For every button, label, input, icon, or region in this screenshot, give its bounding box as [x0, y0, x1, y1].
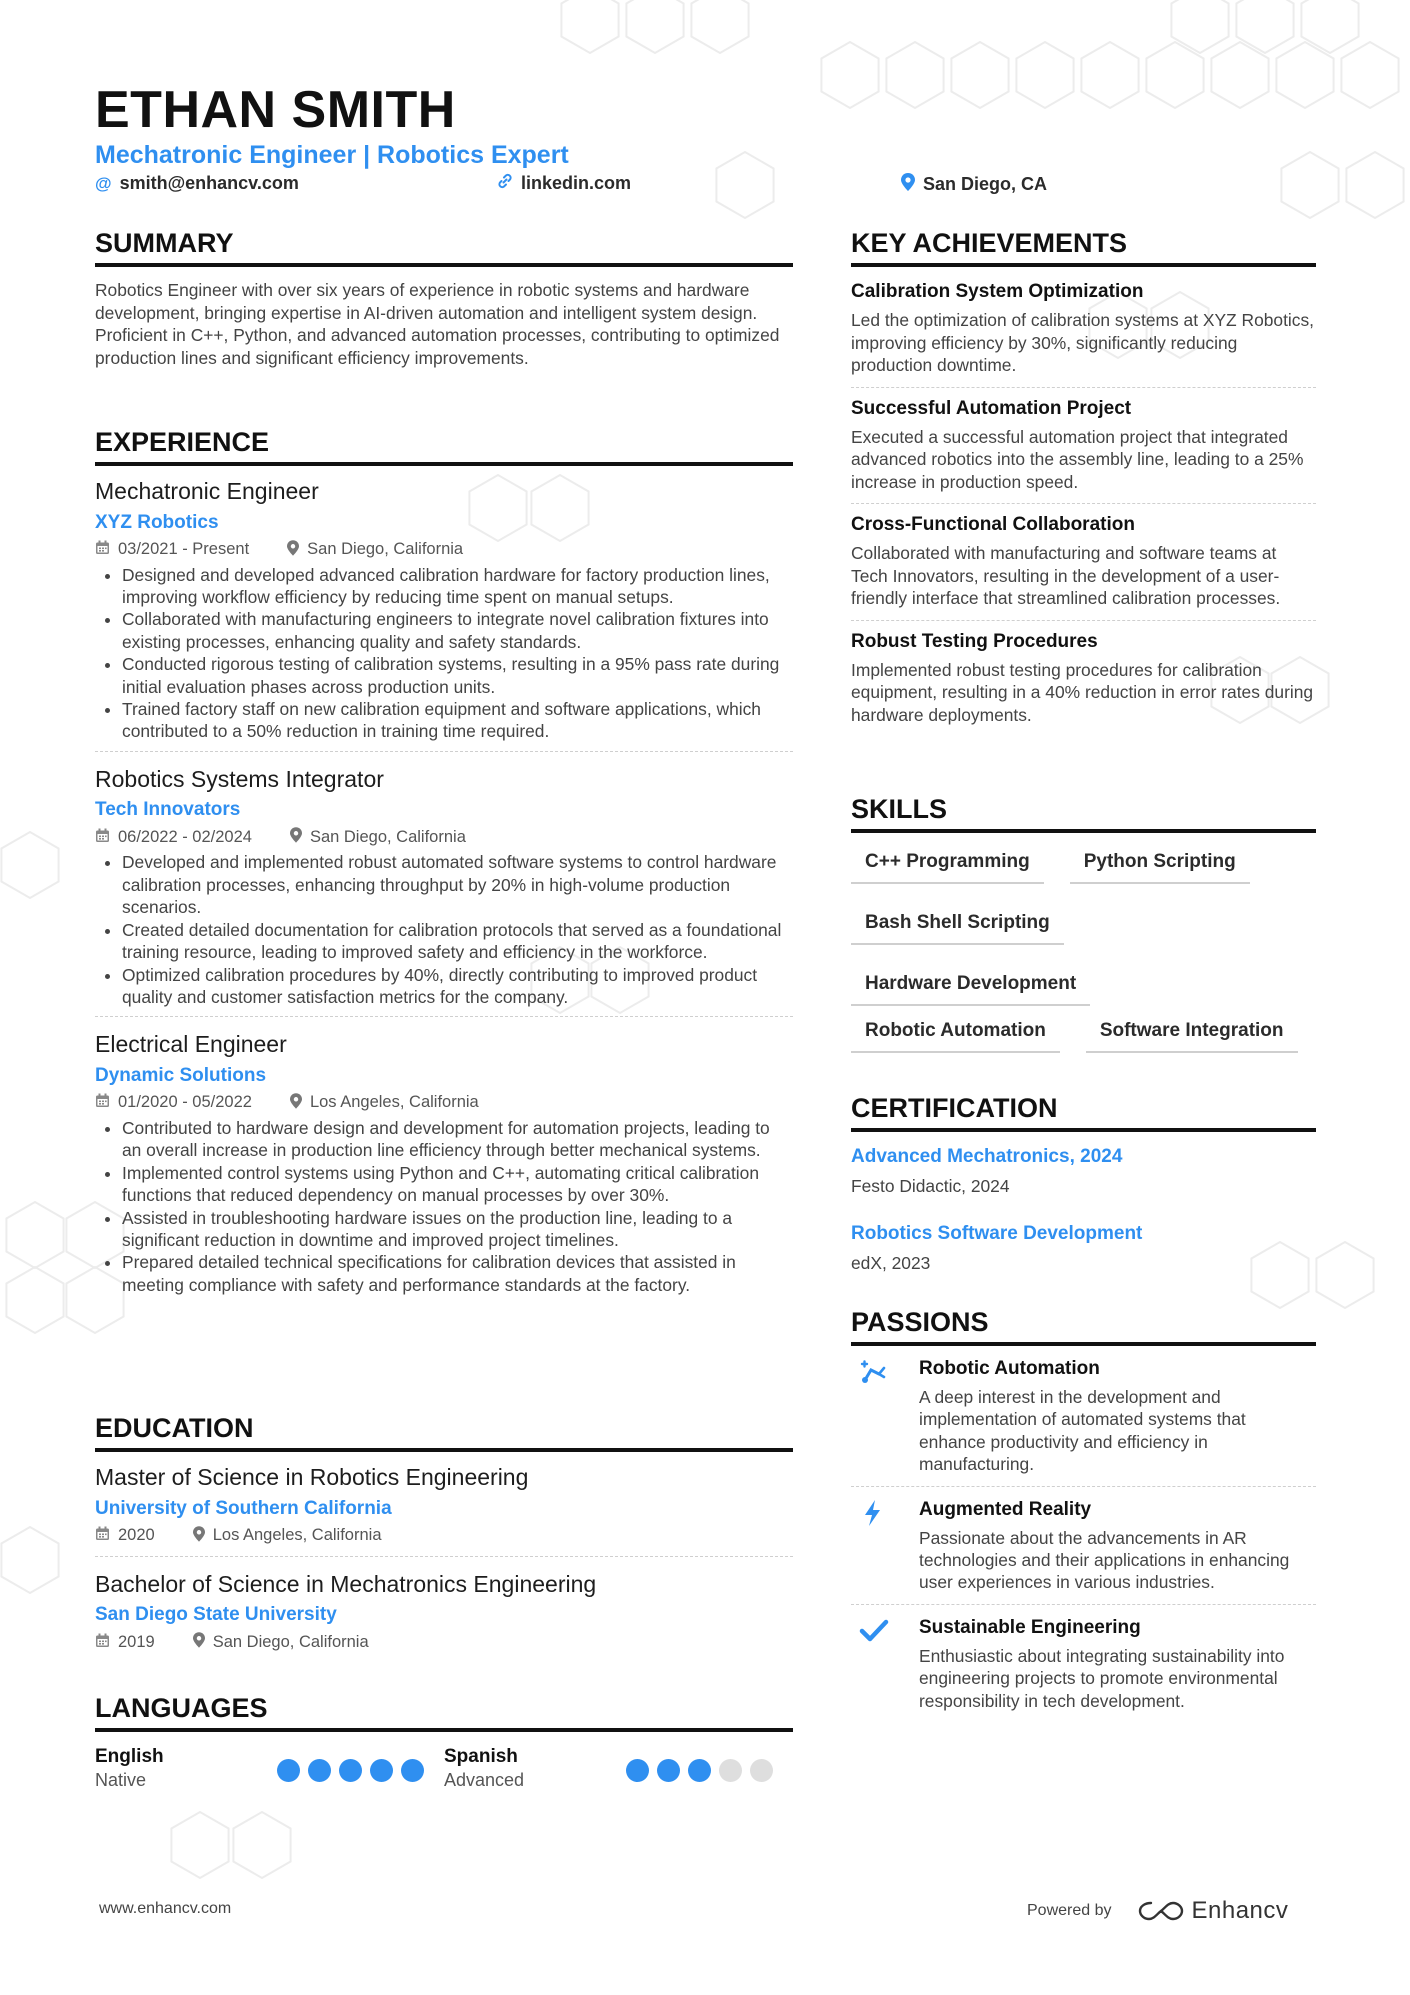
- proficiency-dot: [657, 1759, 680, 1782]
- passion-description: A deep interest in the development and implementation of automated systems that enhance productivity and efficiency in manufacturing.: [919, 1387, 1246, 1475]
- job-title: Electrical Engineer: [95, 1031, 287, 1058]
- brand-name: Enhancv: [1191, 1897, 1289, 1924]
- proficiency-dot: [719, 1759, 742, 1782]
- bullet-list: [95, 1117, 793, 1296]
- entry-meta: [95, 1526, 793, 1546]
- location-pin-icon: [193, 1632, 205, 1652]
- footer-website[interactable]: www.enhancv.com: [99, 1900, 232, 1917]
- achievement-description: Executed a successful automation project that integrated advanced robotics into the assembly line, leading to a 25% increase in production speed.: [851, 426, 1304, 492]
- achievement-entry: [851, 267, 1316, 388]
- experience-entry: [95, 1031, 793, 1304]
- degree-title: Master of Science in Robotics Engineering: [95, 1464, 529, 1491]
- entry-location: San Diego, California: [212, 1632, 369, 1651]
- calendar-icon: [95, 828, 110, 847]
- location-pin-icon: [290, 1093, 302, 1113]
- company-name[interactable]: Dynamic Solutions: [95, 1064, 267, 1086]
- achievement-title: Cross-Functional Collaboration: [851, 514, 1135, 536]
- section-title-passions: PASSIONS: [851, 1307, 1316, 1346]
- job-title: Mechatronic Engineer: [95, 478, 319, 505]
- bullet-item: • Assisted in troubleshooting hardware issues on the production line, leading to a significant reduction in downtime and improved project timelines.: [122, 1207, 793, 1252]
- bullet-item: • Conducted rigorous testing of calibration systems, resulting in a 95% pass rate during initial evaluation phases across production units.: [122, 653, 793, 698]
- skill-tag: Hardware Development: [851, 973, 1090, 1006]
- entry-dates: 06/2022 - 02/2024: [118, 827, 252, 846]
- experience-entry: [95, 766, 793, 1017]
- experience-list: [95, 478, 793, 1304]
- contact-location: [901, 173, 1047, 196]
- entry-location: Los Angeles, California: [309, 1093, 479, 1112]
- achievement-entry: [851, 504, 1316, 621]
- email-text: smith@enhancv.com: [119, 173, 299, 193]
- calendar-icon: [95, 1633, 110, 1652]
- proficiency-dot: [401, 1759, 424, 1782]
- section-title-summary: SUMMARY: [95, 228, 793, 267]
- certification-entry: [851, 1146, 1316, 1197]
- entry-dates: 03/2021 - Present: [118, 540, 250, 559]
- entry-dates: 2019: [118, 1632, 155, 1651]
- language-text: [95, 1746, 277, 1791]
- certification-issuer: edX, 2023: [851, 1253, 931, 1274]
- language-entry: [95, 1746, 444, 1791]
- calendar-icon: [95, 1093, 110, 1112]
- location-pin-icon: [901, 173, 915, 196]
- entry-location: Los Angeles, California: [212, 1526, 382, 1545]
- entry-dates: 2020: [118, 1526, 155, 1545]
- achievement-entry: [851, 621, 1316, 737]
- proficiency-dot: [370, 1759, 393, 1782]
- location-pin-icon: [290, 827, 302, 847]
- proficiency-dot: [750, 1759, 773, 1782]
- languages-section: [95, 1693, 793, 1791]
- achievement-description: Led the optimization of calibration systems at XYZ Robotics, improving efficiency by 30%, significantly reducing production downtime.: [851, 310, 1315, 376]
- proficiency-dots: [277, 1759, 424, 1791]
- contact-email[interactable]: [95, 173, 299, 194]
- passion-title: Augmented Reality: [919, 1498, 1092, 1520]
- link-icon: [497, 173, 513, 194]
- languages-list: [95, 1746, 793, 1791]
- achievements-section: [851, 228, 1316, 736]
- bullet-item: • Designed and developed advanced calibration hardware for factory production lines, improving workflow efficiency by reducing time spent on manual setups.: [122, 564, 793, 609]
- skill-tag: Bash Shell Scripting: [851, 912, 1064, 945]
- bullet-item: • Developed and implemented robust automated software systems to control hardware calibration processes, enhancing throughput by 20% in high-volume production scenarios.: [122, 851, 793, 918]
- proficiency-dot: [339, 1759, 362, 1782]
- entry-meta: [95, 1093, 793, 1113]
- bullet-item: • Trained factory staff on new calibration equipment and software applications, which contributed to a 50% reduction in training time required.: [122, 698, 793, 743]
- certification-list: [851, 1146, 1316, 1274]
- lightning-icon: [851, 1499, 919, 1594]
- language-name: English: [95, 1746, 164, 1768]
- achievement-title: Robust Testing Procedures: [851, 630, 1098, 652]
- bullet-item: • Prepared detailed technical specifications for calibration devices that assisted in meeting compliance with safety and performance standards at the factory.: [122, 1251, 793, 1296]
- linkedin-text: linkedin.com: [521, 173, 632, 193]
- education-list: [95, 1464, 793, 1662]
- passion-entry: [851, 1487, 1316, 1605]
- company-name[interactable]: Tech Innovators: [95, 799, 241, 821]
- achievement-description: Collaborated with manufacturing and software teams at Tech Innovators, resulting in the development of a user-friendly interface that streamlined calibration processes.: [851, 543, 1281, 609]
- robotic-arm-icon: [851, 1358, 919, 1476]
- education-entry: [95, 1571, 793, 1663]
- summary-section: [95, 228, 793, 369]
- bullet-list: [95, 564, 793, 743]
- passion-entry: [851, 1605, 1316, 1722]
- entry-meta: [95, 827, 793, 847]
- school-name[interactable]: San Diego State University: [95, 1604, 337, 1626]
- passion-body: [919, 1499, 1316, 1594]
- bullet-item: • Created detailed documentation for calibration protocols that served as a foundational training resource, leading to improved safety and efficiency in the workforce.: [122, 919, 793, 964]
- bullet-item: • Contributed to hardware design and development for automation projects, leading to an overall increase in production line efficiency through better mechanical systems.: [122, 1117, 793, 1162]
- section-title-education: EDUCATION: [95, 1413, 793, 1452]
- achievements-list: [851, 267, 1316, 736]
- language-level: Native: [95, 1770, 147, 1791]
- passions-section: [851, 1307, 1316, 1722]
- proficiency-dot: [277, 1759, 300, 1782]
- proficiency-dot: [308, 1759, 331, 1782]
- entry-meta: [95, 1632, 793, 1652]
- footer-branding: [1027, 1897, 1288, 1925]
- education-section: [95, 1413, 793, 1662]
- experience-section: [95, 427, 793, 1304]
- bullet-list: [95, 851, 793, 1008]
- passion-title: Robotic Automation: [919, 1358, 1100, 1380]
- candidate-headline: Mechatronic Engineer | Robotics Expert: [95, 141, 569, 169]
- passion-description: Passionate about the advancements in AR technologies and their applications in enhancing user experiences in various industries.: [919, 1527, 1290, 1593]
- passion-entry: [851, 1346, 1316, 1487]
- proficiency-dot: [688, 1759, 711, 1782]
- entry-location: San Diego, California: [307, 540, 464, 559]
- entry-dates: 01/2020 - 05/2022: [118, 1093, 252, 1112]
- achievement-title: Calibration System Optimization: [851, 281, 1144, 303]
- calendar-icon: [95, 1526, 110, 1545]
- passion-title: Sustainable Engineering: [919, 1616, 1141, 1638]
- proficiency-dot: [626, 1759, 649, 1782]
- bullet-item: • Collaborated with manufacturing engineers to integrate novel calibration fixtures into existing processes, enhancing quality and safety standards.: [122, 608, 793, 653]
- certification-section: [851, 1093, 1316, 1274]
- experience-entry: [95, 478, 793, 752]
- skills-section: [851, 794, 1316, 1053]
- checkmark-icon: [851, 1617, 919, 1712]
- location-text: San Diego, CA: [923, 174, 1048, 194]
- location-pin-icon: [193, 1526, 205, 1546]
- location-pin-icon: [287, 540, 299, 560]
- certification-entry: [851, 1223, 1316, 1274]
- section-title-languages: LANGUAGES: [95, 1693, 793, 1732]
- proficiency-dots: [626, 1759, 773, 1791]
- education-entry: [95, 1464, 793, 1557]
- school-name[interactable]: University of Southern California: [95, 1497, 392, 1519]
- passion-description: Enthusiastic about integrating sustainability into engineering projects to promote environmental responsibility in tech development.: [919, 1645, 1285, 1711]
- certification-title[interactable]: Advanced Mechatronics, 2024: [851, 1146, 1123, 1168]
- language-name: Spanish: [444, 1746, 518, 1768]
- enhancv-logo[interactable]: [1138, 1897, 1289, 1925]
- candidate-name: ETHAN SMITH: [95, 81, 456, 139]
- entry-location: San Diego, California: [309, 827, 466, 846]
- entry-meta: [95, 540, 793, 560]
- enhancv-logo-icon: [1138, 1900, 1184, 1922]
- bullet-item: • Implemented control systems using Python and C++, automating critical calibration functions that reduced dependency on manual processes by over 30%.: [122, 1162, 793, 1207]
- skill-tag: Robotic Automation: [851, 1020, 1060, 1053]
- skill-tag: Python Scripting: [1070, 851, 1250, 884]
- achievement-entry: [851, 388, 1316, 505]
- degree-title: Bachelor of Science in Mechatronics Engineering: [95, 1570, 597, 1597]
- passion-body: [919, 1617, 1316, 1712]
- calendar-icon: [95, 540, 110, 559]
- powered-by-label: Powered by: [1027, 1902, 1112, 1919]
- certification-title[interactable]: Robotics Software Development: [851, 1223, 1143, 1245]
- bullet-item: • Optimized calibration procedures by 40%, directly contributing to improved product quality and customer satisfaction metrics for the company.: [122, 964, 793, 1009]
- section-title-experience: EXPERIENCE: [95, 427, 793, 466]
- language-entry: [444, 1746, 793, 1791]
- section-title-achievements: KEY ACHIEVEMENTS: [851, 228, 1316, 267]
- language-level: Advanced: [444, 1770, 525, 1791]
- contact-linkedin[interactable]: [497, 173, 631, 194]
- section-title-certification: CERTIFICATION: [851, 1093, 1316, 1132]
- section-title-skills: SKILLS: [851, 794, 1316, 833]
- skills-list: [851, 851, 1321, 1053]
- passions-list: [851, 1346, 1316, 1722]
- passion-body: [919, 1358, 1316, 1476]
- job-title: Robotics Systems Integrator: [95, 765, 384, 792]
- language-text: [444, 1746, 626, 1791]
- company-name[interactable]: XYZ Robotics: [95, 511, 219, 533]
- summary-text: Robotics Engineer with over six years of experience in robotic systems and hardware development, bringing expertise in AI-driven automation and intelligent system design. Proficient in C++, Python, and advanced automation processes, contributing to optimized production lines and significant efficiency improvements.: [95, 280, 780, 368]
- achievement-title: Successful Automation Project: [851, 397, 1132, 419]
- achievement-description: Implemented robust testing procedures for calibration equipment, resulting in a 40% reduction in error rates during hardware deployments.: [851, 659, 1314, 725]
- skill-tag: Software Integration: [1086, 1020, 1298, 1053]
- certification-issuer: Festo Didactic, 2024: [851, 1176, 1010, 1197]
- at-sign-icon: @: [95, 173, 112, 193]
- skill-tag: C++ Programming: [851, 851, 1044, 884]
